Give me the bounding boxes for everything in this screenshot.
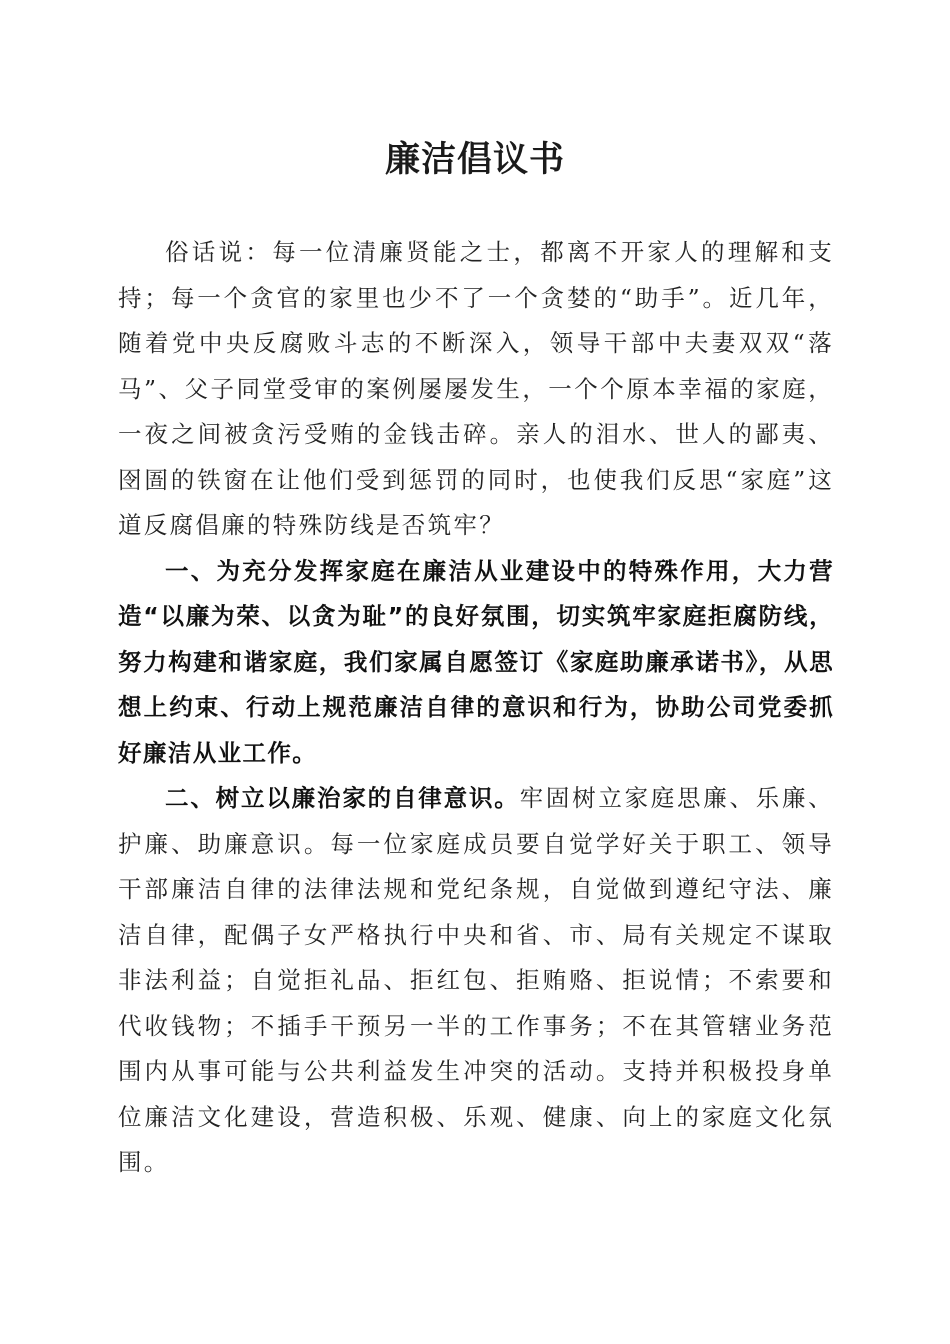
- paragraph-intro: 俗话说：每一位清廉贤能之士，都离不开家人的理解和支持；每一个贪官的家里也少不了一个贪婪的“助手”。近几年，随着党中央反腐败斗志的不断深入，领导干部中夫妻双双“落马”、父子同堂受审的案例屡屡发生，一个个原本幸福的家庭，一夜之间被贪污受贿的金钱击碎。亲人的泪水、世人的鄙夷、囹圄的铁窗在让他们受到惩罚的同时，也使我们反思“家庭”这道反腐倡廉的特殊防线是否筑牢？: [118, 238, 834, 539]
- document-title: 廉洁倡议书: [384, 139, 565, 180]
- paragraph-point-two-text: 牢固树立家庭思廉、乐廉、护廉、助廉意识。每一位家庭成员要自觉学好关于职工、领导干部廉洁自律的法律法规和党纪条规，自觉做到遵纪守法、廉洁自律，配偶子女严格执行中央和省、市、局有关规定不谋取非法利益；自觉拒礼品、拒红包、拒贿赂、拒说情；不索要和代收钱物；不插手干预另一半的工作事务；不在其管辖业务范围内从事可能与公共利益发生冲突的活动。支持并积极投身单位廉洁文化建设，营造积极、乐观、健康、向上的家庭文化氛围。: [118, 784, 834, 1176]
- paragraph-point-one: 一、为充分发挥家庭在廉洁从业建设中的特殊作用，大力营造“以廉为荣、以贪为耻”的良好氛围，切实筑牢家庭拒腐防线，努力构建和谐家庭，我们家属自愿签订《家庭助廉承诺书》，从思想上约束、行动上规范廉洁自律的意识和行为，协助公司党委抓好廉洁从业工作。: [118, 556, 834, 767]
- document-body: [118, 230, 834, 1186]
- paragraph-point-two-heading: 二、树立以廉治家的自律意识。: [165, 784, 520, 812]
- paragraph-point-two: [118, 776, 834, 1186]
